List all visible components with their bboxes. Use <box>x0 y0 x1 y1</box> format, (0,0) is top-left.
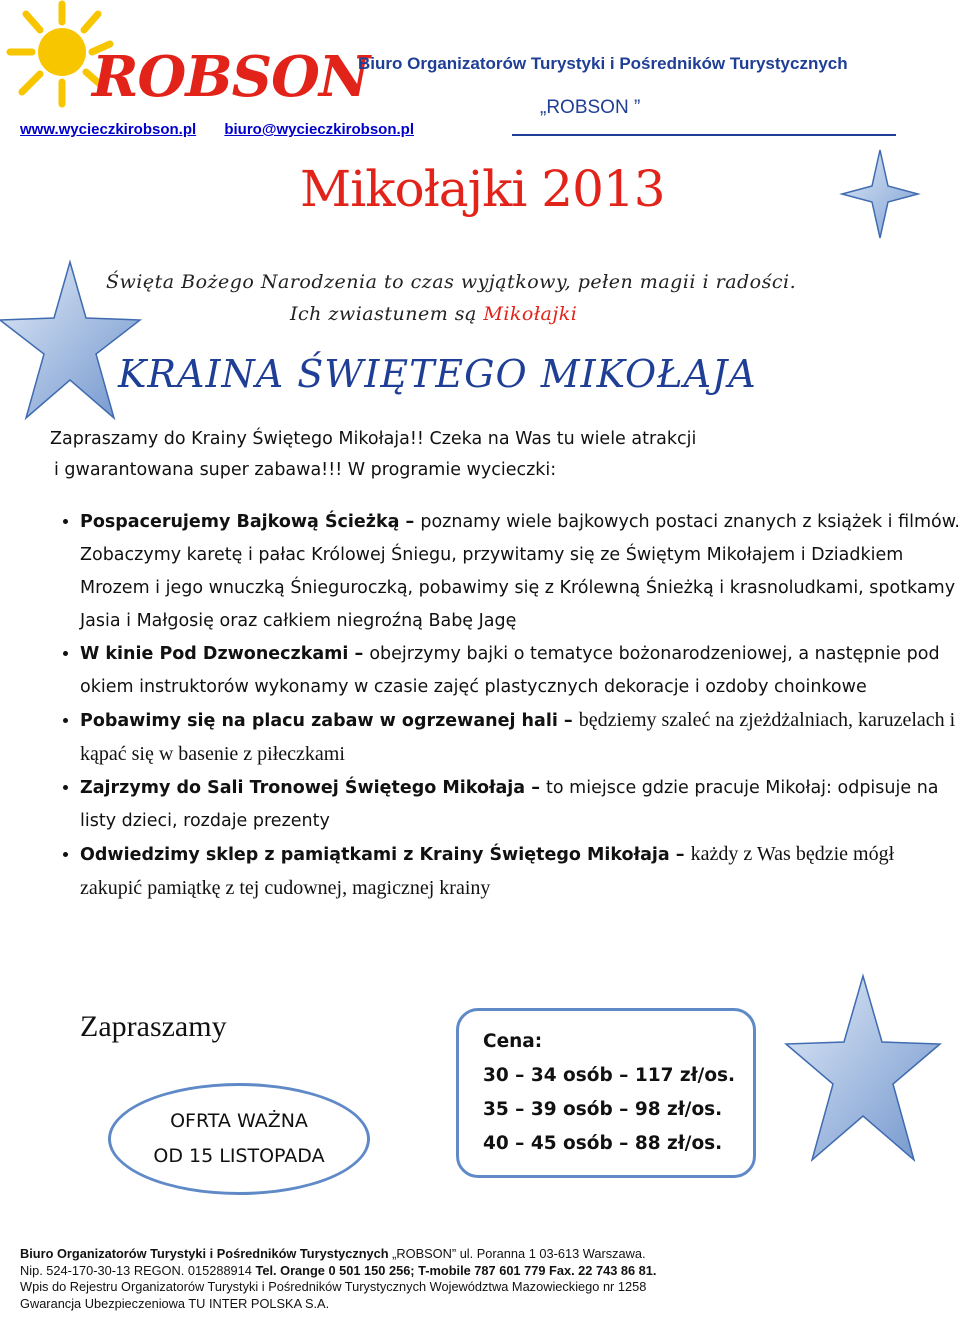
footer <box>20 1246 950 1312</box>
price-box <box>456 1008 756 1178</box>
footer-line-1 <box>20 1246 950 1263</box>
item-text: będziemy szaleć na zjeżdżalniach, karuzelach i kąpać się w basenie z piłeczkami <box>80 709 956 765</box>
intro-line-2 <box>290 303 577 325</box>
header-divider <box>512 134 896 136</box>
list-item <box>80 638 960 704</box>
list-item <box>80 838 960 906</box>
item-text: obejrzymy bajki o tematyce bożonarodzeniowej, a następnie pod okiem instruktorów wykonamy w czasie zajęć plastycznych dekoracje i ozdoby choinkowe <box>80 644 940 697</box>
item-text: to miejsce gdzie pracuje Mikołaj: odpisuje na listy dzieci, rozdaje prezenty <box>80 778 939 831</box>
body-paragraph-2: i gwarantowana super zabawa!!! W programie wycieczki: <box>54 460 557 480</box>
star-icon-right <box>786 976 940 1162</box>
price-row: 35 – 39 osób – 98 zł/os. <box>483 1099 723 1120</box>
email-link[interactable]: biuro@wycieczkirobson.pl <box>224 121 414 138</box>
section-heading: KRAINA ŚWIĘTEGO MIKOŁAJA <box>118 352 757 396</box>
footer-line-4: Gwarancja Ubezpieczeniowa TU INTER POLSKA S.A. <box>20 1295 330 1311</box>
footer-phones: Tel. Orange 0 501 150 256; T-mobile 787 601 779 Fax. 22 743 86 81. <box>255 1262 657 1278</box>
intro-prefix: Ich zwiastunem są <box>290 303 484 325</box>
program-list <box>40 506 960 906</box>
item-text: każdy z Was będzie mógł zakupić pamiątkę z tej cudownej, magicznej krainy <box>80 843 895 899</box>
invite-text: Zapraszamy <box>80 1010 227 1043</box>
footer-company: Biuro Organizatorów Turystyki i Pośredników Turystycznych <box>20 1246 389 1261</box>
contact-links <box>20 121 438 138</box>
price-row: 30 – 34 osób – 117 zł/os. <box>483 1065 736 1086</box>
intro-line-1: Święta Bożego Narodzenia to czas wyjątkowy, pełen magii i radości. <box>106 271 797 293</box>
website-link[interactable]: www.wycieczkirobson.pl <box>20 121 197 138</box>
footer-ids: Nip. 524-170-30-13 REGON. 015288914 <box>20 1262 256 1278</box>
footer-line-3: Wpis do Rejestru Organizatorów Turystyki i Pośredników Turystycznych Województwa Mazowieckiego nr 1258 <box>20 1279 647 1294</box>
logo-wordmark: ROBSON <box>92 44 370 110</box>
offer-line-2: OD 15 LISTOPADA <box>153 1145 325 1167</box>
offer-line-1: OFRTA WAŻNA <box>170 1110 308 1132</box>
price-label: Cena: <box>483 1031 543 1052</box>
item-title: Pospacerujemy Bajkową Ścieżką – <box>80 512 421 532</box>
item-title: Odwiedzimy sklep z pamiątkami z Krainy Świętego Mikołaja – <box>80 845 691 865</box>
price-row: 40 – 45 osób – 88 zł/os. <box>483 1133 723 1154</box>
item-title: W kinie Pod Dzwoneczkami – <box>80 644 370 664</box>
intro-highlight: Mikołajki <box>483 303 578 325</box>
list-item <box>80 506 960 638</box>
footer-address: „ROBSON” ul. Poranna 1 03-613 Warszawa. <box>388 1246 646 1261</box>
page-title: Mikołajki 2013 <box>300 160 665 218</box>
list-item <box>80 772 960 838</box>
list-item <box>80 704 960 772</box>
item-title: Pobawimy się na placu zabaw w ogrzewanej hali – <box>80 711 579 731</box>
offer-badge <box>108 1083 370 1195</box>
company-name: Biuro Organizatorów Turystyki i Pośredników Turystycznych <box>358 54 848 73</box>
footer-line-2 <box>20 1263 950 1280</box>
item-text: poznamy wiele bajkowych postaci znanych z książek i filmów. Zobaczymy karetę i pałac Królowej Śniegu, przywitamy się ze Świętym Mikołajem i Dziadkiem Mrozem i jego wnuczką Śnieguroczką, pobawimy się z Królewną Śnieżką i krasnoludkami, spotkamy Jasia i Małgosię oraz całkiem niegroźną Babę Jagę <box>80 512 960 631</box>
body-paragraph-1: Zapraszamy do Krainy Świętego Mikołaja!! Czeka na Was tu wiele atrakcji <box>50 429 697 449</box>
company-quote: „ROBSON ” <box>540 97 641 118</box>
star-icon-small <box>842 150 918 238</box>
item-title: Zajrzymy do Sali Tronowej Świętego Mikołaja – <box>80 778 547 798</box>
